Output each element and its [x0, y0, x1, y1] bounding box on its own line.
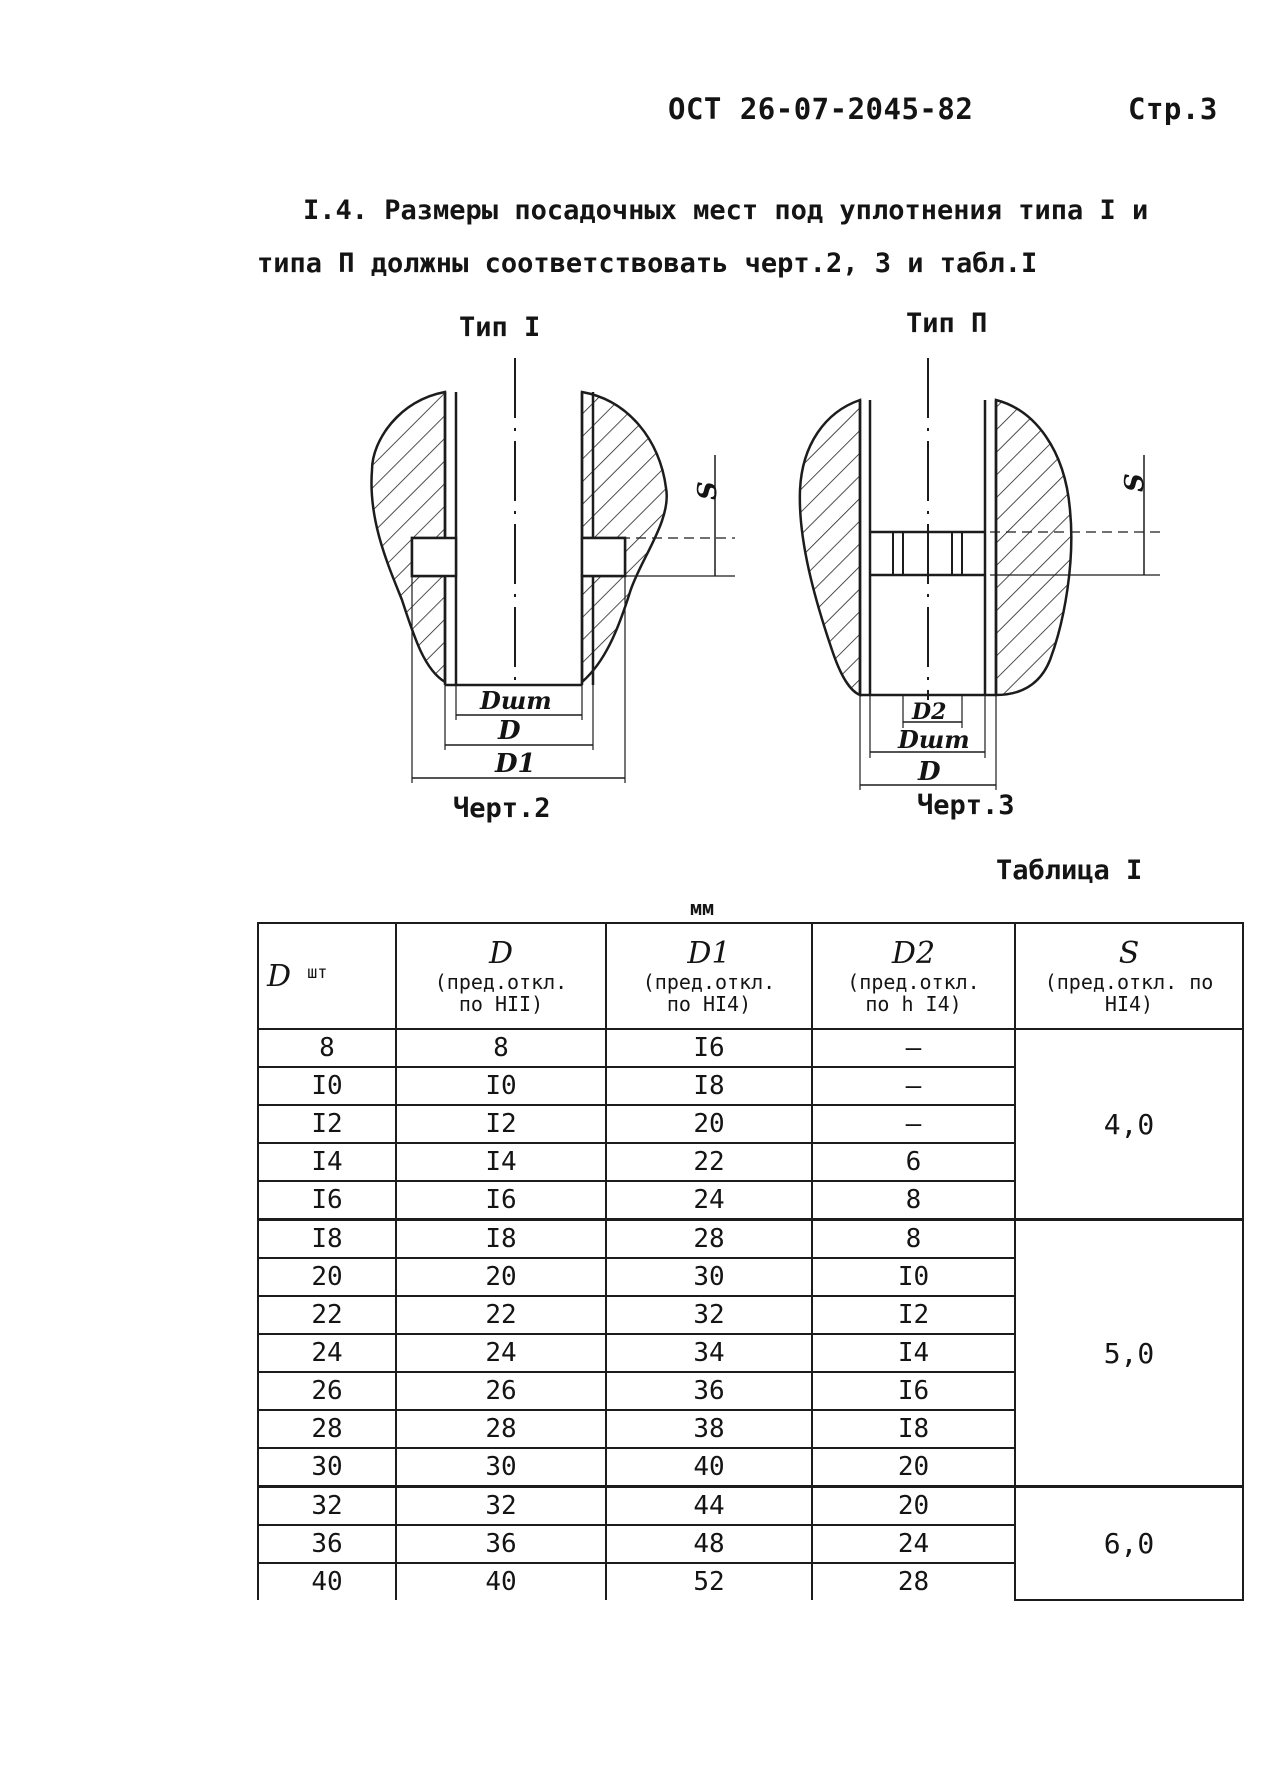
- cell-d1: 30: [606, 1258, 812, 1296]
- type1-title: Тип I: [459, 312, 541, 343]
- table-row: [258, 1029, 1243, 1067]
- header-d1-symbol: D1: [687, 936, 731, 971]
- seat-dimensions-table: [257, 922, 1244, 1601]
- cell-d2: I0: [812, 1258, 1015, 1296]
- cell-d: I2: [396, 1105, 606, 1143]
- cell-d2: 8: [812, 1181, 1015, 1220]
- dim-label-s-type1: S: [693, 481, 723, 500]
- cell-d1: I6: [606, 1029, 812, 1067]
- seal-seat-drawings: [0, 0, 1263, 800]
- cell-d2: 28: [812, 1563, 1015, 1600]
- cell-d: 32: [396, 1487, 606, 1526]
- header-s-symbol: S: [1118, 936, 1140, 971]
- table-row: [258, 1220, 1243, 1259]
- cell-dsht: I6: [258, 1181, 396, 1220]
- header-s-tolerance-1: (пред.откл. по: [1044, 970, 1214, 994]
- paragraph-line-2: типа П должны соответствовать черт.2, 3 и табл.I: [257, 248, 1038, 279]
- cell-d2: 24: [812, 1525, 1015, 1563]
- dim-label-d-type2: D: [918, 757, 941, 787]
- cell-dsht: 32: [258, 1487, 396, 1526]
- cell-d: I8: [396, 1220, 606, 1259]
- cell-d: 36: [396, 1525, 606, 1563]
- cell-d2: 20: [812, 1448, 1015, 1487]
- page-number: Стр.3: [1128, 92, 1218, 126]
- type2-body-right: [996, 400, 1071, 695]
- cell-dsht: I8: [258, 1220, 396, 1259]
- drawing-type2: [800, 358, 1160, 790]
- cell-d: 22: [396, 1296, 606, 1334]
- cell-d: 20: [396, 1258, 606, 1296]
- cell-s: 4,0: [1015, 1029, 1243, 1220]
- header-dsht-sub: шт: [307, 962, 328, 983]
- cell-dsht: I2: [258, 1105, 396, 1143]
- cell-d2: 8: [812, 1220, 1015, 1259]
- header-s: [1015, 923, 1243, 1029]
- paragraph-line-1: I.4. Размеры посадочных мест под уплотнения типа I и: [303, 195, 1149, 226]
- cell-d: 26: [396, 1372, 606, 1410]
- header-dsht-symbol: D: [267, 958, 292, 994]
- cell-d: 28: [396, 1410, 606, 1448]
- cell-d2: I4: [812, 1334, 1015, 1372]
- cell-dsht: I4: [258, 1143, 396, 1181]
- cell-dsht: 40: [258, 1563, 396, 1600]
- cell-dsht: 36: [258, 1525, 396, 1563]
- type2-body-left: [800, 400, 860, 695]
- type1-caption: Черт.2: [453, 793, 551, 824]
- dim-label-s-type2: S: [1120, 473, 1150, 492]
- cell-dsht: 20: [258, 1258, 396, 1296]
- header-d2-symbol: D2: [891, 936, 936, 971]
- cell-d1: I8: [606, 1067, 812, 1105]
- cell-d1: 38: [606, 1410, 812, 1448]
- cell-d2: I6: [812, 1372, 1015, 1410]
- cell-d1: 24: [606, 1181, 812, 1220]
- header-d-tolerance-2: по HII): [458, 992, 544, 1016]
- dim-label-d-type1: D: [498, 716, 521, 746]
- table-unit: мм: [690, 896, 715, 920]
- cell-d2: –: [812, 1029, 1015, 1067]
- type2-title: Тип П: [906, 308, 988, 339]
- cell-d: 30: [396, 1448, 606, 1487]
- cell-d2: –: [812, 1105, 1015, 1143]
- cell-d1: 52: [606, 1563, 812, 1600]
- cell-d: I0: [396, 1067, 606, 1105]
- cell-d1: 48: [606, 1525, 812, 1563]
- table-caption: Таблица I: [996, 855, 1143, 886]
- cell-d1: 28: [606, 1220, 812, 1259]
- cell-d1: 32: [606, 1296, 812, 1334]
- table-row: [258, 1487, 1243, 1526]
- cell-dsht: 28: [258, 1410, 396, 1448]
- header-d1-tolerance-1: (пред.откл.: [642, 970, 776, 994]
- cell-d: I4: [396, 1143, 606, 1181]
- cell-d1: 22: [606, 1143, 812, 1181]
- header-d2: [812, 923, 1015, 1029]
- cell-d2: 6: [812, 1143, 1015, 1181]
- drawing-type1: [371, 358, 735, 783]
- cell-s: 6,0: [1015, 1487, 1243, 1601]
- cell-dsht: I0: [258, 1067, 396, 1105]
- cell-d1: 44: [606, 1487, 812, 1526]
- cell-d: I6: [396, 1181, 606, 1220]
- cell-d: 40: [396, 1563, 606, 1600]
- cell-dsht: 8: [258, 1029, 396, 1067]
- cell-d1: 34: [606, 1334, 812, 1372]
- cell-d2: 20: [812, 1487, 1015, 1526]
- cell-d1: 36: [606, 1372, 812, 1410]
- header-d1: [606, 923, 812, 1029]
- cell-dsht: 30: [258, 1448, 396, 1487]
- cell-dsht: 24: [258, 1334, 396, 1372]
- cell-s: 5,0: [1015, 1220, 1243, 1487]
- header-d: [396, 923, 606, 1029]
- header-d2-tolerance-2: по h I4): [865, 992, 962, 1016]
- cell-dsht: 26: [258, 1372, 396, 1410]
- header-d1-tolerance-2: по HI4): [666, 992, 752, 1016]
- cell-d: 8: [396, 1029, 606, 1067]
- cell-d2: I8: [812, 1410, 1015, 1448]
- dim-label-d1-type1: D1: [495, 749, 536, 779]
- cell-d1: 40: [606, 1448, 812, 1487]
- header-d-tolerance-1: (пред.откл.: [434, 970, 568, 994]
- header-dsht: [258, 923, 396, 1029]
- cell-d1: 20: [606, 1105, 812, 1143]
- cell-dsht: 22: [258, 1296, 396, 1334]
- header-s-tolerance-2: HI4): [1104, 992, 1154, 1016]
- header-d2-tolerance-1: (пред.откл.: [847, 970, 980, 994]
- cell-d2: –: [812, 1067, 1015, 1105]
- cell-d: 24: [396, 1334, 606, 1372]
- dim-label-dsht-type1: Dшт: [480, 686, 552, 715]
- dim-label-dsht-type2: Dшт: [898, 725, 970, 754]
- dim-label-d2-type2: D2: [912, 699, 947, 725]
- cell-d2: I2: [812, 1296, 1015, 1334]
- standard-number: ОСТ 26-07-2045-82: [668, 92, 974, 126]
- type2-caption: Черт.3: [917, 790, 1015, 821]
- header-d-symbol: D: [488, 936, 514, 971]
